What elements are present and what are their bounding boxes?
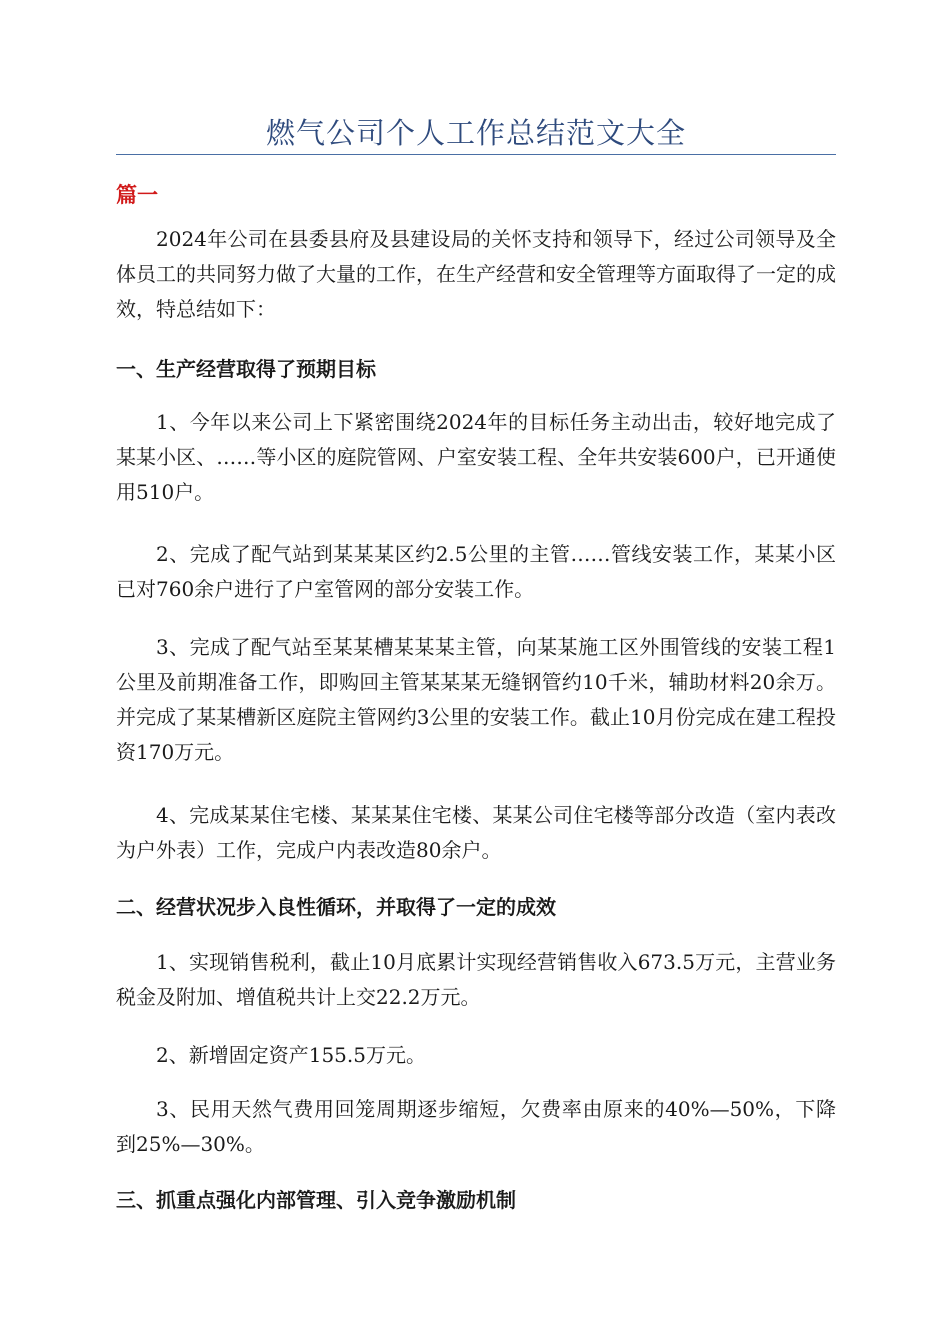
part-label: 篇一 xyxy=(116,183,158,207)
section-1-item-4: 4、完成某某住宅楼、某某某住宅楼、某某公司住宅楼等部分改造（室内表改为户外表）工作，完成户内表改造80余户。 xyxy=(116,803,836,862)
intro-paragraph: 2024年公司在县委县府及县建设局的关怀支持和领导下，经过公司领导及全体员工的共同努力做了大量的工作，在生产经营和安全管理等方面取得了一定的成效，特总结如下： xyxy=(116,227,836,321)
document-title: 燃气公司个人工作总结范文大全 xyxy=(265,116,686,150)
section-2-item-1: 1、实现销售税利，截止10月底累计实现经营销售收入673.5万元，主营业务税金及附加、增值税共计上交22.2万元。 xyxy=(116,950,836,1009)
section-1-item-3: 3、完成了配气站至某某槽某某某主管，向某某施工区外围管线的安装工程1公里及前期准备工作，即购回主管某某某无缝钢管约10千米，辅助材料20余万。并完成了某某槽新区庭院主管网约3公里的安装工作。截止10月份完成在建工程投资170万元。 xyxy=(116,635,836,764)
section-3-heading: 三、抓重点强化内部管理、引入竞争激励机制 xyxy=(116,1188,516,1212)
title-divider xyxy=(116,154,836,155)
section-2-heading: 二、经营状况步入良性循环，并取得了一定的成效 xyxy=(116,895,556,919)
section-1-item-1: 1、今年以来公司上下紧密围绕2024年的目标任务主动出击，较好地完成了某某小区、……等小区的庭院管网、户室安装工程、全年共安装600户，已开通使用510户。 xyxy=(116,410,836,504)
section-2-item-3: 3、民用天然气费用回笼周期逐步缩短，欠费率由原来的40%—50%，下降到25%—30%。 xyxy=(116,1097,836,1156)
section-1-item-2: 2、完成了配气站到某某某区约2.5公里的主管……管线安装工作，某某小区已对760余户进行了户室管网的部分安装工作。 xyxy=(116,542,836,601)
section-2-item-2: 2、新增固定资产155.5万元。 xyxy=(156,1043,426,1067)
section-1-heading: 一、生产经营取得了预期目标 xyxy=(116,357,376,381)
